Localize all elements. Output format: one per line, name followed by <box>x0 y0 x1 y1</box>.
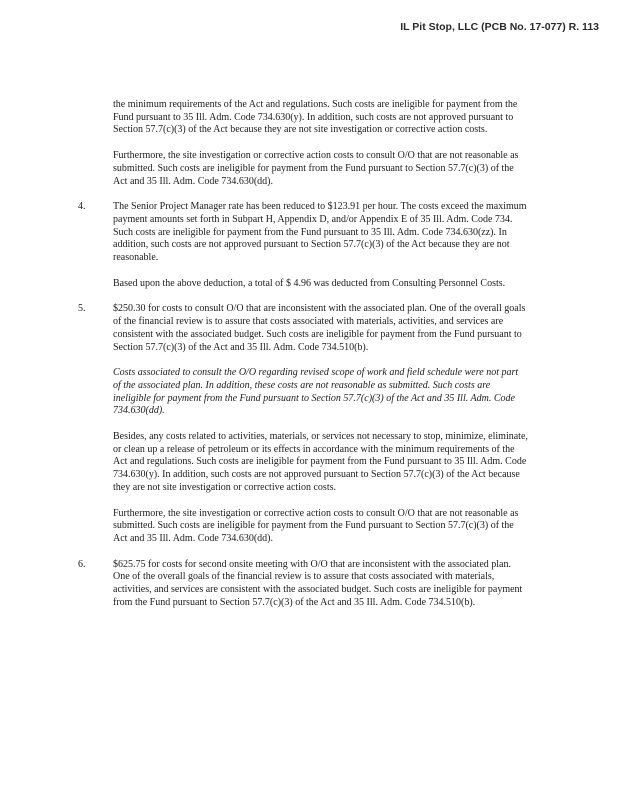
item-4-text: The Senior Project Manager rate has been reduced to $123.91 per hour. The costs exceed the maximum payment amounts set forth in Subpart H, Appendix D, and/or Appendix E of 35 Ill. Adm. Code 734. Such costs are ineligible for payment from the Fund pursuant to 35 Ill. Adm. Code 734.630(zz). In addition, such costs are not approved pursuant to Section 57.7(c)(3) of the Act because they are not reasonable. <box>113 201 527 264</box>
page-header: IL Pit Stop, LLC (PCB No. 17-077) R. 113 <box>400 21 599 33</box>
item-5-besides: Besides, any costs related to activities, materials, or services not necessary to stop, minimize, eliminate, or clean up a release of petroleum or its effects in accordance with the minimum requirements of the Act and regulations. Such costs are ineligible for payment from the Fund pursuant to 35 Ill. Adm. Code 734.630(y). In addition, such costs are not approved pursuant to Section 57.7(c)(3) of the Act because they are not site investigation or corrective action costs. <box>113 431 528 493</box>
list-item-5 <box>0 303 618 545</box>
list-item-6 <box>0 559 618 610</box>
list-item-4 <box>0 201 618 290</box>
item-5-furthermore: Furthermore, the site investigation or corrective action costs to consult O/O that are not reasonable as submitted. Such costs are ineligible for payment from the Fund pursuant to Section 57.7(c)(3) of the Act and 35 Ill. Adm. Code 734.630(dd). <box>113 507 519 544</box>
item-number: 5. <box>78 303 86 315</box>
item-5-italic-note: Costs associated to consult the O/O regarding revised scope of work and field schedule were not part of the associated plan. In addition, these costs are not reasonable as submitted. Such costs are ineligible for payment from the Fund pursuant to Section 57.7(c)(3) of the Act and 35 Ill. Adm. Code 734.630(dd). <box>113 367 519 417</box>
document-body <box>0 99 618 610</box>
paragraph-continued: the minimum requirements of the Act and regulations. Such costs are ineligible for payment from the Fund pursuant to 35 Ill. Adm. Code 734.630(y). In addition, such costs are not approved pursuant to Section 57.7(c)(3) of the Act because they are not site investigation or corrective action costs. <box>113 99 518 136</box>
item-6-text: $625.75 for costs for second onsite meeting with O/O that are inconsistent with the associated plan. One of the overall goals of the financial review is to assure that costs associated with materials, activities, and services are consistent with the associated budget. Such costs are ineligible for payment from the Fund pursuant to Section 57.7(c)(3) of the Act and 35 Ill. Adm. Code 734.510(b). <box>113 558 523 608</box>
item-number: 6. <box>78 558 86 570</box>
paragraph-furthermore: Furthermore, the site investigation or corrective action costs to consult O/O that are not reasonable as submitted. Such costs are ineligible for payment from the Fund pursuant to Section 57.7(c)(3) of the Act and 35 Ill. Adm. Code 734.630(dd). <box>113 150 519 187</box>
item-5-text: $250.30 for costs to consult O/O that are inconsistent with the associated plan. One of the overall goals of the financial review is to assure that costs associated with materials, activities, and services are consistent with the associated budget. Such costs are ineligible for payment from the Fund pursuant to Section 57.7(c)(3) of the Act and 35 Ill. Adm. Code 734.510(b). <box>113 303 526 353</box>
item-4-note: Based upon the above deduction, a total of $ 4.96 was deducted from Consulting Personnel Costs. <box>113 277 506 289</box>
item-number: 4. <box>78 201 86 213</box>
